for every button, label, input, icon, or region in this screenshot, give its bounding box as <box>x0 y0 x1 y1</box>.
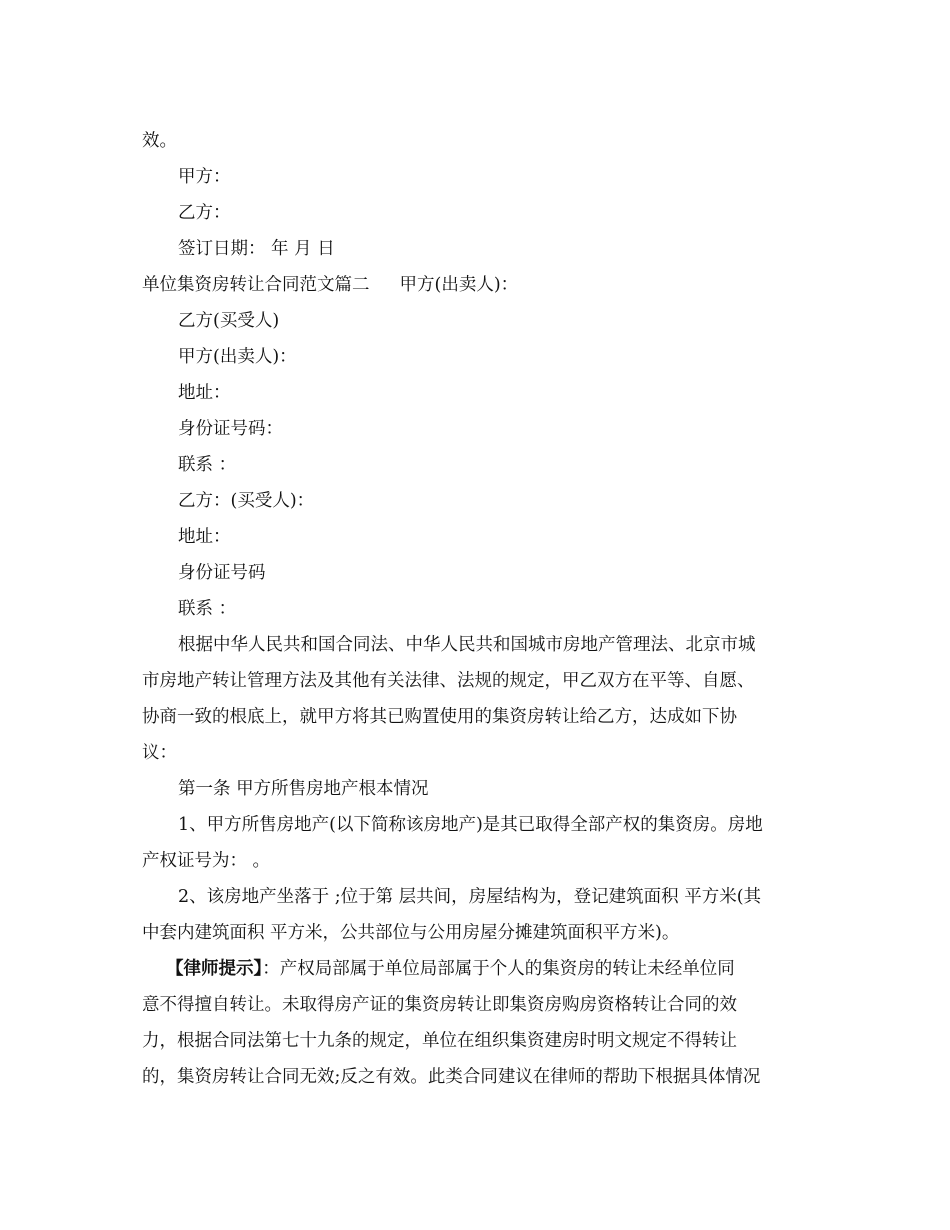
seller-address-field: 地址： <box>178 383 231 403</box>
seller-contact-field: 联系 ： <box>178 455 237 475</box>
seller-label: 甲方(出卖人)： <box>399 275 519 295</box>
paragraph-line: 1、甲方所售房地产(以下简称该房地产)是其已取得全部产权的集资房。房地 <box>178 815 763 835</box>
paragraph-line: 协商一致的根底上，就甲方将其已购置使用的集资房转让给乙方，达成如下协 <box>142 707 737 727</box>
lawyer-tip-line <box>166 954 812 984</box>
paragraph-line: 意不得擅自转让。未取得房产证的集资房转让即集资房购房资格转让合同的效 <box>142 995 737 1015</box>
signing-date-line: 签订日期： 年 月 日 <box>178 239 335 259</box>
buyer-field: 乙方：(买受人)： <box>178 491 315 511</box>
party-a-label: 甲方： <box>178 167 231 187</box>
lawyer-tip-text: ：产权局部属于单位局部属于个人的集资房的转让未经单位同 <box>262 959 735 979</box>
paragraph-line: 议： <box>142 743 177 763</box>
paragraph-line: 市房地产转让管理方法及其他有关法律、法规的规定，甲乙双方在平等、自愿、 <box>142 671 755 691</box>
section-title: 单位集资房转让合同范文篇二 <box>142 275 370 295</box>
seller-field: 甲方(出卖人)： <box>178 347 297 367</box>
buyer-contact-field: 联系 ： <box>178 599 237 619</box>
buyer-address-field: 地址： <box>178 527 231 547</box>
paragraph-line: 2、该房地产坐落于 ;位于第 层共间，房屋结构为，登记建筑面积 平方米(其 <box>178 887 762 907</box>
lawyer-tip-label: 【律师提示】 <box>166 959 263 979</box>
paragraph-line: 力，根据合同法第七十九条的规定，单位在组织集资建房时明文规定不得转让 <box>142 1031 737 1051</box>
paragraph-line: 的，集资房转让合同无效;反之有效。此类合同建议在律师的帮助下根据具体情况 <box>142 1067 761 1087</box>
text-line-1: 效。 <box>142 131 177 151</box>
buyer-label: 乙方(买受人) <box>178 311 280 331</box>
paragraph-line: 产权证号为： 。 <box>142 851 271 871</box>
buyer-id-field: 身份证号码 <box>178 563 266 583</box>
paragraph-line: 根据中华人民共和国合同法、中华人民共和国城市房地产管理法、北京市城 <box>178 635 756 655</box>
section-heading-line <box>142 270 812 300</box>
article-one-heading: 第一条 甲方所售房地产根本情况 <box>178 779 429 799</box>
paragraph-line: 中套内建筑面积 平方米，公共部位与公用房屋分摊建筑面积平方米)。 <box>142 923 680 943</box>
seller-id-field: 身份证号码： <box>178 419 283 439</box>
party-b-label: 乙方： <box>178 203 231 223</box>
